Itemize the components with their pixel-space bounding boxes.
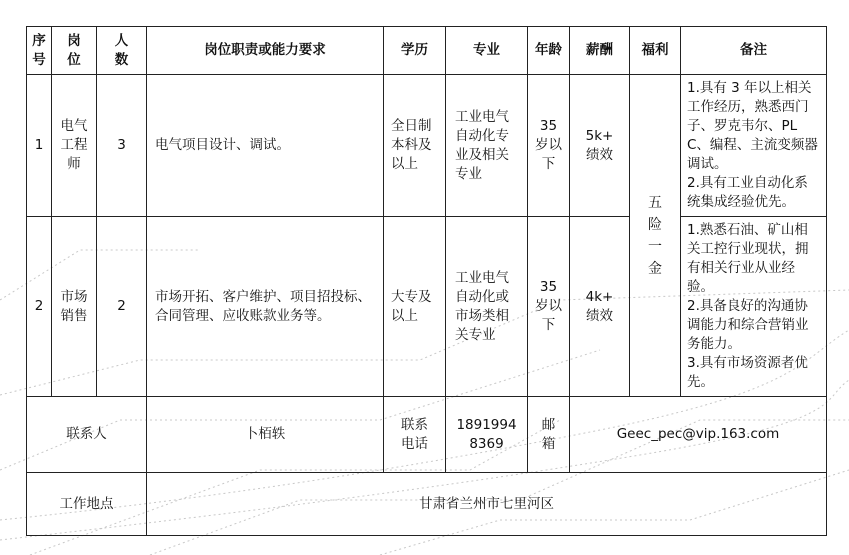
header-salary: 薪酬 <box>570 27 630 75</box>
header-welfare: 福利 <box>630 27 681 75</box>
row-remarks <box>681 75 827 217</box>
header-duty: 岗位职责或能力要求 <box>147 27 384 75</box>
header-remark: 备注 <box>681 27 827 75</box>
contact-phone-label: 联系电话 <box>384 397 446 473</box>
remark-item: 1.熟悉石油、矿山相关工控行业现状，拥有相关行业从业经验。 <box>687 222 809 295</box>
row-remarks <box>681 217 827 397</box>
row-duty: 市场开拓、客户维护、项目招投标、合同管理、应收账款业务等。 <box>147 217 384 397</box>
contact-email-label: 邮箱 <box>528 397 570 473</box>
row-no: 1 <box>27 75 52 217</box>
row-post: 电气工程师 <box>52 75 97 217</box>
salary-base: 4k+ <box>585 288 614 305</box>
row-count: 2 <box>97 217 147 397</box>
salary-bonus: 绩效 <box>586 307 613 324</box>
contact-row <box>27 397 827 473</box>
welfare-cell: 五险一金 <box>630 75 681 397</box>
salary-bonus: 绩效 <box>586 146 613 163</box>
phone-line-1: 1891994 <box>456 416 517 433</box>
header-major: 专业 <box>446 27 528 75</box>
remark-item: 2.具有工业自动化系统集成经验优先。 <box>687 175 808 210</box>
location-label: 工作地点 <box>27 473 147 536</box>
location-row <box>27 473 827 536</box>
table-row <box>27 217 827 397</box>
row-salary <box>570 75 630 217</box>
header-edu: 学历 <box>384 27 446 75</box>
remark-item: 3.具有市场资源者优先。 <box>687 355 808 390</box>
contact-person: 卜栢轶 <box>147 397 384 473</box>
header-age: 年龄 <box>528 27 570 75</box>
row-duty: 电气项目设计、调试。 <box>147 75 384 217</box>
row-salary <box>570 217 630 397</box>
contact-email: Geec_pec@vip.163.com <box>570 397 827 473</box>
row-age: 35岁以下 <box>528 75 570 217</box>
location-value: 甘肃省兰州市七里河区 <box>147 473 827 536</box>
contact-person-label: 联系人 <box>27 397 147 473</box>
salary-base: 5k+ <box>585 127 614 144</box>
row-age: 35岁以下 <box>528 217 570 397</box>
row-no: 2 <box>27 217 52 397</box>
contact-phone <box>446 397 528 473</box>
header-no: 序号 <box>27 27 52 75</box>
header-count: 人数 <box>97 27 147 75</box>
row-edu: 大专及以上 <box>384 217 446 397</box>
header-post: 岗位 <box>52 27 97 75</box>
row-major: 工业电气自动化或市场类相关专业 <box>446 217 528 397</box>
row-major: 工业电气自动化专业及相关专业 <box>446 75 528 217</box>
recruitment-table <box>26 26 827 536</box>
row-edu: 全日制本科及以上 <box>384 75 446 217</box>
remark-item: 1.具有 3 年以上相关工作经历，熟悉西门子、罗克韦尔、PLC、编程、主流变频器调试。 <box>687 80 818 172</box>
table-row <box>27 75 827 217</box>
row-post: 市场销售 <box>52 217 97 397</box>
remark-item: 2.具备良好的沟通协调能力和综合营销业务能力。 <box>687 298 809 352</box>
header-row <box>27 27 827 75</box>
phone-line-2: 8369 <box>469 435 504 452</box>
row-count: 3 <box>97 75 147 217</box>
